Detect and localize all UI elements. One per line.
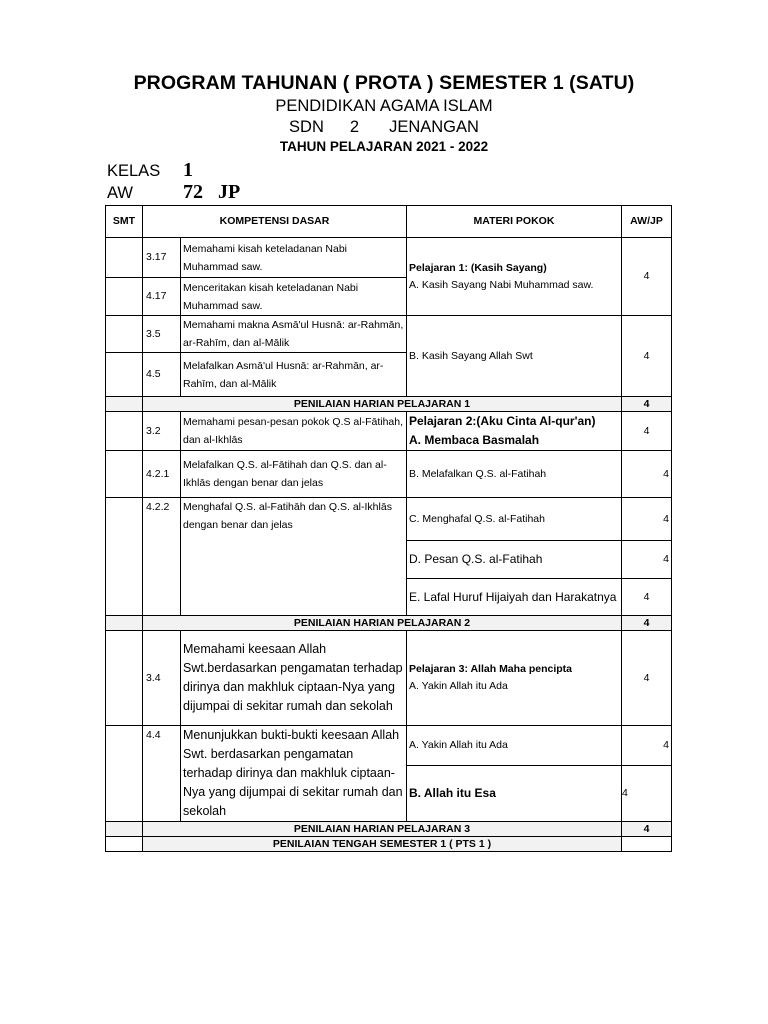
table-header-row bbox=[106, 206, 672, 238]
smt-cell bbox=[106, 316, 143, 353]
aw-value: 4 bbox=[622, 412, 672, 451]
document-title: PROGRAM TAHUNAN ( PROTA ) SEMESTER 1 (SATU) bbox=[133, 72, 635, 94]
smt-cell bbox=[106, 412, 143, 451]
materi-title: Pelajaran 1: (Kasih Sayang) bbox=[409, 261, 547, 274]
materi-item: B. Melafalkan Q.S. al-Fatihah bbox=[407, 451, 622, 498]
table-row bbox=[106, 412, 672, 451]
aw-label: AW bbox=[107, 184, 133, 202]
school-name bbox=[0, 118, 768, 137]
smt-cell bbox=[106, 238, 143, 278]
kd-text: Memahami kisah keteladanan Nabi Muhammad saw. bbox=[181, 238, 407, 278]
kd-text: Menceritakan kisah keteladanan Nabi Muhammad saw. bbox=[181, 278, 407, 316]
materi-pelajaran-1 bbox=[407, 238, 622, 316]
kd-text: Menunjukkan bukti-bukti keesaan Allah Swt. berdasarkan pengamatan terhadap dirinya dan makhluk ciptaan-Nya yang dijumpai di sekitar rumah dan sekolah bbox=[181, 726, 407, 822]
table-row bbox=[106, 451, 672, 498]
kd-text: Melafalkan Q.S. al-Fātihah dan Q.S. dan al-Ikhlās dengan benar dan jelas bbox=[181, 451, 407, 498]
school-location: JENANGAN bbox=[389, 118, 479, 136]
assessment-label: PENILAIAN HARIAN PELAJARAN 3 bbox=[143, 822, 622, 837]
subject-title: PENDIDIKAN AGAMA ISLAM bbox=[275, 97, 493, 115]
assessment-label: PENILAIAN HARIAN PELAJARAN 1 bbox=[143, 397, 622, 412]
aw-value: 4 bbox=[622, 765, 672, 821]
kd-text: Menghafal Q.S. al-Fatihāh dan Q.S. al-Ikhlās dengan benar dan jelas bbox=[181, 498, 407, 616]
assessment-row bbox=[106, 837, 672, 852]
kd-code: 4.2.1 bbox=[143, 451, 181, 498]
aw-value: 4 bbox=[622, 498, 672, 541]
kd-text: Memahami makna Asmā'ul Husnā: ar-Rahmān, ar-Rahīm, dan al-Mālik bbox=[181, 316, 407, 353]
table-row bbox=[106, 238, 672, 278]
aw-value: 4 bbox=[622, 397, 672, 412]
assessment-label: PENILAIAN HARIAN PELAJARAN 2 bbox=[143, 616, 622, 631]
kd-code: 4.2.2 bbox=[143, 498, 181, 616]
aw-value: 4 bbox=[622, 541, 672, 579]
school-number: 2 bbox=[349, 118, 360, 136]
smt-cell bbox=[106, 397, 143, 412]
materi-pelajaran-3 bbox=[407, 631, 622, 726]
assessment-row bbox=[106, 822, 672, 837]
kd-code: 4.5 bbox=[143, 353, 181, 397]
materi-title: Pelajaran 2:(Aku Cinta Al-qur'an) bbox=[409, 414, 596, 428]
materi-item: B. Kasih Sayang Allah Swt bbox=[407, 316, 622, 397]
smt-cell bbox=[106, 631, 143, 726]
aw-value: 4 bbox=[622, 316, 672, 397]
smt-cell bbox=[106, 498, 143, 616]
materi-item: A. Kasih Sayang Nabi Muhammad saw. bbox=[409, 278, 594, 291]
kd-code: 3.2 bbox=[143, 412, 181, 451]
prota-table bbox=[105, 205, 672, 852]
table-row bbox=[106, 316, 672, 353]
col-materi-pokok: MATERI POKOK bbox=[407, 206, 622, 238]
assessment-row bbox=[106, 616, 672, 631]
materi-item: A. Yakin Allah itu Ada bbox=[407, 726, 622, 766]
smt-cell bbox=[106, 822, 143, 837]
kd-code: 3.17 bbox=[143, 238, 181, 278]
materi-item: E. Lafal Huruf Hijaiyah dan Harakatnya bbox=[407, 579, 622, 616]
aw-value: 72 JP bbox=[183, 181, 241, 203]
kd-code: 3.4 bbox=[143, 631, 181, 726]
table-row bbox=[106, 726, 672, 766]
smt-cell bbox=[106, 616, 143, 631]
materi-item: A. Yakin Allah itu Ada bbox=[409, 680, 508, 692]
kd-code: 4.17 bbox=[143, 278, 181, 316]
aw-value: 4 bbox=[622, 451, 672, 498]
kd-text: Melafalkan Asmā'ul Husnā: ar-Rahmān, ar-Rahīm, dan al-Mālik bbox=[181, 353, 407, 397]
col-aw-jp: AW/JP bbox=[622, 206, 672, 238]
col-smt: SMT bbox=[106, 206, 143, 238]
table-row bbox=[106, 498, 672, 541]
school-type: SDN bbox=[289, 118, 324, 136]
materi-item: C. Menghafal Q.S. al-Fatihah bbox=[407, 498, 622, 541]
aw-empty bbox=[622, 837, 672, 852]
smt-cell bbox=[106, 726, 143, 822]
kd-code: 3.5 bbox=[143, 316, 181, 353]
smt-cell bbox=[106, 451, 143, 498]
aw-value: 4 bbox=[622, 238, 672, 316]
smt-cell bbox=[106, 353, 143, 397]
kd-text: Memahami keesaan Allah Swt.berdasarkan pengamatan terhadap dirinya dan makhluk ciptaan-Nya yang dijumpai di sekitar rumah dan sekolah bbox=[181, 631, 407, 726]
smt-cell bbox=[106, 837, 143, 852]
smt-cell bbox=[106, 278, 143, 316]
materi-item: D. Pesan Q.S. al-Fatihah bbox=[407, 541, 622, 579]
academic-year: TAHUN PELAJARAN 2021 - 2022 bbox=[279, 139, 489, 154]
aw-value: 4 bbox=[622, 631, 672, 726]
aw-value: 4 bbox=[622, 579, 672, 616]
kelas-label: KELAS bbox=[107, 162, 161, 180]
materi-pelajaran-2 bbox=[407, 412, 622, 451]
kd-text: Memahami pesan-pesan pokok Q.S al-Fātihah, dan al-Ikhlās bbox=[181, 412, 407, 451]
assessment-row bbox=[106, 397, 672, 412]
materi-title: Pelajaran 3: Allah Maha pencipta bbox=[409, 663, 572, 675]
table-row bbox=[106, 631, 672, 726]
aw-value: 4 bbox=[622, 726, 672, 766]
col-kompetensi-dasar: KOMPETENSI DASAR bbox=[143, 206, 407, 238]
aw-value: 4 bbox=[622, 616, 672, 631]
assessment-label: PENILAIAN TENGAH SEMESTER 1 ( PTS 1 ) bbox=[143, 837, 622, 852]
kd-code: 4.4 bbox=[143, 726, 181, 822]
materi-item: B. Allah itu Esa bbox=[407, 765, 622, 821]
aw-value: 4 bbox=[622, 822, 672, 837]
materi-item: A. Membaca Basmalah bbox=[409, 433, 540, 447]
kelas-value: 1 bbox=[183, 159, 193, 181]
